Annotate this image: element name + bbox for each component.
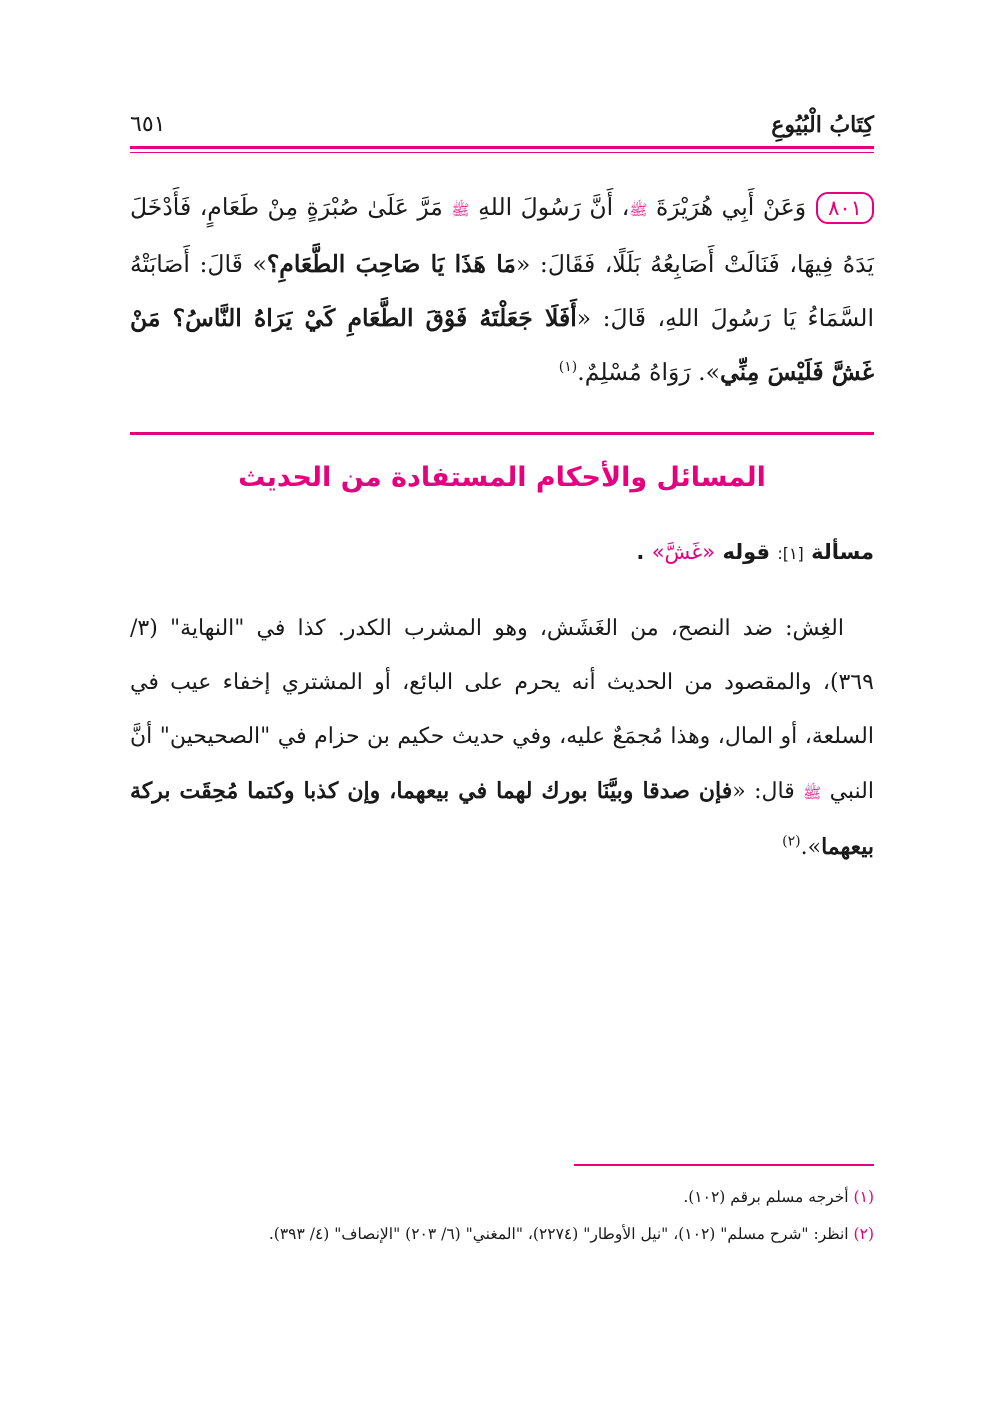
page [130,0,874,1418]
footnote-ref-2[interactable]: (٢) [782,833,801,850]
issue-label: مسألة [811,540,874,564]
hadith-quote-2: أَفَلَا جَعَلْتَهُ فَوْقَ الطَّعَامِ كَيْ يَرَاهُ النَّاسُ؟ مَنْ غَشَّ فَلَيْسَ مِنِّي [130,304,874,386]
header-rule-thick [130,146,874,149]
issue-phrase: قوله [722,540,770,564]
hadith-part-2: ، أَنَّ رَسُولَ اللهِ [478,193,630,221]
hadith-part-5: ». رَوَاهُ مُسْلِمٌ. [577,358,721,386]
body-part-1: الغِش: ضد النصح، من الغَشَش، وهو المشرب الكدر. كذا في "النهاية" (٣/ ٣٦٩)، والمقصود من الحديث أنه يحرم على البائع، أو المشتري إخفاء عيب في السلعة، أو المال، وهذا مُجمَعٌ عليه، وفي حديث حكيم بن حزام في "الصحيحين" أنَّ النبي [130,616,874,804]
hadith-part-3: مَرَّ عَلَىٰ صُبْرَةٍ مِنْ طَعَامٍ، فَأَدْخَلَ يَدَهُ فِيهَا، فَنَالَتْ أَصَابِعُهُ بَلَلًا، فَقَالَ: « [130,193,875,278]
header-rule-thin [130,152,874,153]
section-title: المسائل والأحكام المستفادة من الحديث [238,462,766,493]
footnote-separator [574,1164,874,1166]
footnote-ref-1[interactable]: (١) [558,359,578,376]
footnote-1-text: أخرجه مسلم برقم (١٠٢). [683,1188,849,1206]
hadith-text [130,180,874,399]
hadith-bottom-rule [130,432,874,435]
footnote-1-number: (١) [853,1188,874,1206]
footnote-1 [130,1184,874,1211]
body-part-2: قال: « [732,779,795,804]
issue-heading [130,540,874,564]
book-title: كِتَابُ الْبُيُوعِ [771,112,874,138]
prophet-honorific-icon-2: ﷺ [803,784,822,802]
hadith-quote-1: مَا هَذَا يَا صَاحِبَ الطَّعَامِ؟ [266,250,516,278]
page-number: ٦٥١ [130,112,166,137]
hadith-part-1: وَعَنْ أَبِي هُرَيْرَةَ [655,193,807,221]
prophet-honorific-icon: ﷺ [451,201,470,219]
footnote-2 [130,1221,874,1248]
body-part-3: ». [800,835,822,860]
hadith-number-badge: ٨٠١ [816,192,874,224]
explanation-paragraph [130,602,874,875]
footnote-2-number: (٢) [853,1225,874,1243]
issue-end: . [636,540,645,564]
body-quote: فإن صدقا وبيَّنَا بورك لهما في بيعهما، وإن كذبا وكتما مُحِقَت بركة بيعهما [130,778,874,860]
issue-quoted-word: «غَشَّ» [651,540,716,564]
footnote-2-text: انظر: "شرح مسلم" (١٠٢)، "نيل الأوطار" (٢٢٧٤)، "المغني" (٦/ ٢٠٣) "الإنصاف" (٤/ ٣٩٣). [268,1225,849,1243]
companion-honorific-icon: ﷺ [629,201,648,219]
hadith-part-4: » قَالَ: أَصَابَتْهُ السَّمَاءُ يَا رَسُولَ اللهِ، قَالَ: « [130,250,874,332]
issue-number: [١]: [777,544,804,563]
footnotes [130,1184,874,1258]
